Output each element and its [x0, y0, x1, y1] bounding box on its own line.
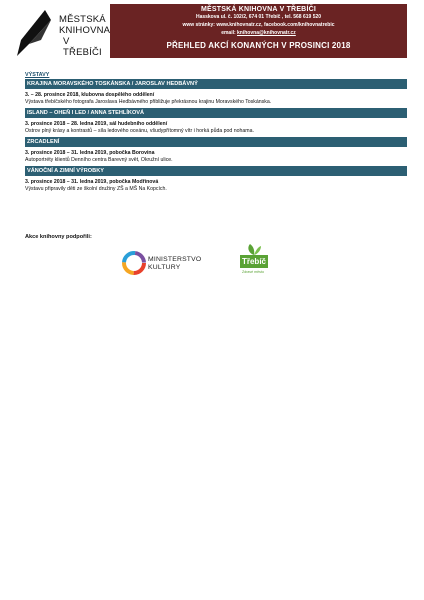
library-logo-text: [59, 14, 110, 58]
event-item: [25, 79, 407, 106]
event-date: 3. prosince 2018 – 28. ledna 2019, sál hudebního oddělení: [25, 121, 168, 127]
event-date: 3. prosince 2018 – 31. ledna 2019, pobočka Modřínová: [25, 179, 159, 185]
event-title: VÁNOČNÍ A ZIMNÍ VÝROBKY: [25, 166, 407, 176]
trebic-healthy-city-logo: [238, 243, 278, 281]
ministry-of-culture-logo: [121, 248, 211, 278]
event-description: Výstava třebíčského fotografa Jaroslava Hedbávného přibližuje překrásnou krajinu Moravského Toskánska.: [25, 99, 272, 105]
trebic-logo-text: Třebíč: [241, 257, 266, 266]
banner-email-line: [110, 29, 407, 37]
banner-title: MĚSTSKÁ KNIHOVNA V TŘEBÍČI: [200, 6, 316, 13]
banner-email-link[interactable]: knihovna@knihovnatr.cz: [237, 30, 296, 36]
ministry-logo-text: [148, 256, 201, 272]
logo-line-1: MĚSTSKÁ: [59, 14, 106, 25]
banner-web[interactable]: www stránky: www.knihovnatr.cz, facebook.com/knihovnatrebic: [182, 22, 335, 28]
event-date: 3. – 28. prosince 2018, klubovna dospělého oddělení: [25, 92, 155, 98]
header: [0, 0, 424, 62]
event-description: Autoportréty klientů Denního centra Barevný svět, Okružní ulice.: [25, 157, 173, 163]
banner-email-label: email:: [221, 30, 236, 36]
category-heading: VÝSTAVY: [25, 72, 50, 78]
banner-address: Hasskova ul. č. 102/2, 674 01 Třebíč , tel. 568 619 520: [195, 14, 322, 20]
logo-line-3: V TŘEBÍČI: [63, 36, 102, 58]
event-description: Ostrov plný krásy a kontrastů – síla ledového oceánu, všudypřítomný vítr i horká půda pod nohama.: [25, 128, 254, 134]
event-item: [25, 137, 407, 164]
event-date: 3. prosince 2018 – 31. ledna 2019, pobočka Borovina: [25, 150, 155, 156]
event-description: Výstavu připravily děti ze školní družiny ZŠ a MŠ Na Kopcích.: [25, 186, 167, 192]
event-title: KRAJINA MORAVSKÉHO TOSKÁNSKA / JAROSLAV HEDBÁVNÝ: [25, 79, 407, 89]
contact-banner: [110, 4, 407, 58]
event-title: ZRCADLENÍ: [25, 137, 407, 147]
book-quill-icon: [15, 10, 57, 58]
support-label: Akce knihovny podpořili:: [25, 234, 92, 240]
ministry-line-1: MINISTERSTVO: [148, 256, 202, 263]
leaf-icon: [246, 243, 262, 255]
trebic-logo-subtitle: Zdravé město: [242, 270, 264, 274]
ministry-line-2: KULTURY: [148, 264, 181, 271]
logo-line-2: KNIHOVNA: [59, 25, 111, 36]
event-item: [25, 108, 407, 135]
library-logo: [15, 10, 111, 58]
event-item: [25, 166, 407, 193]
event-title: ISLAND – OHEŇ I LED / ANNA STEHLÍKOVÁ: [25, 108, 407, 118]
page-title: PŘEHLED AKCÍ KONANÝCH V PROSINCI 2018: [166, 41, 351, 50]
ministry-ring-icon: [121, 250, 147, 276]
events-section: [25, 72, 407, 195]
